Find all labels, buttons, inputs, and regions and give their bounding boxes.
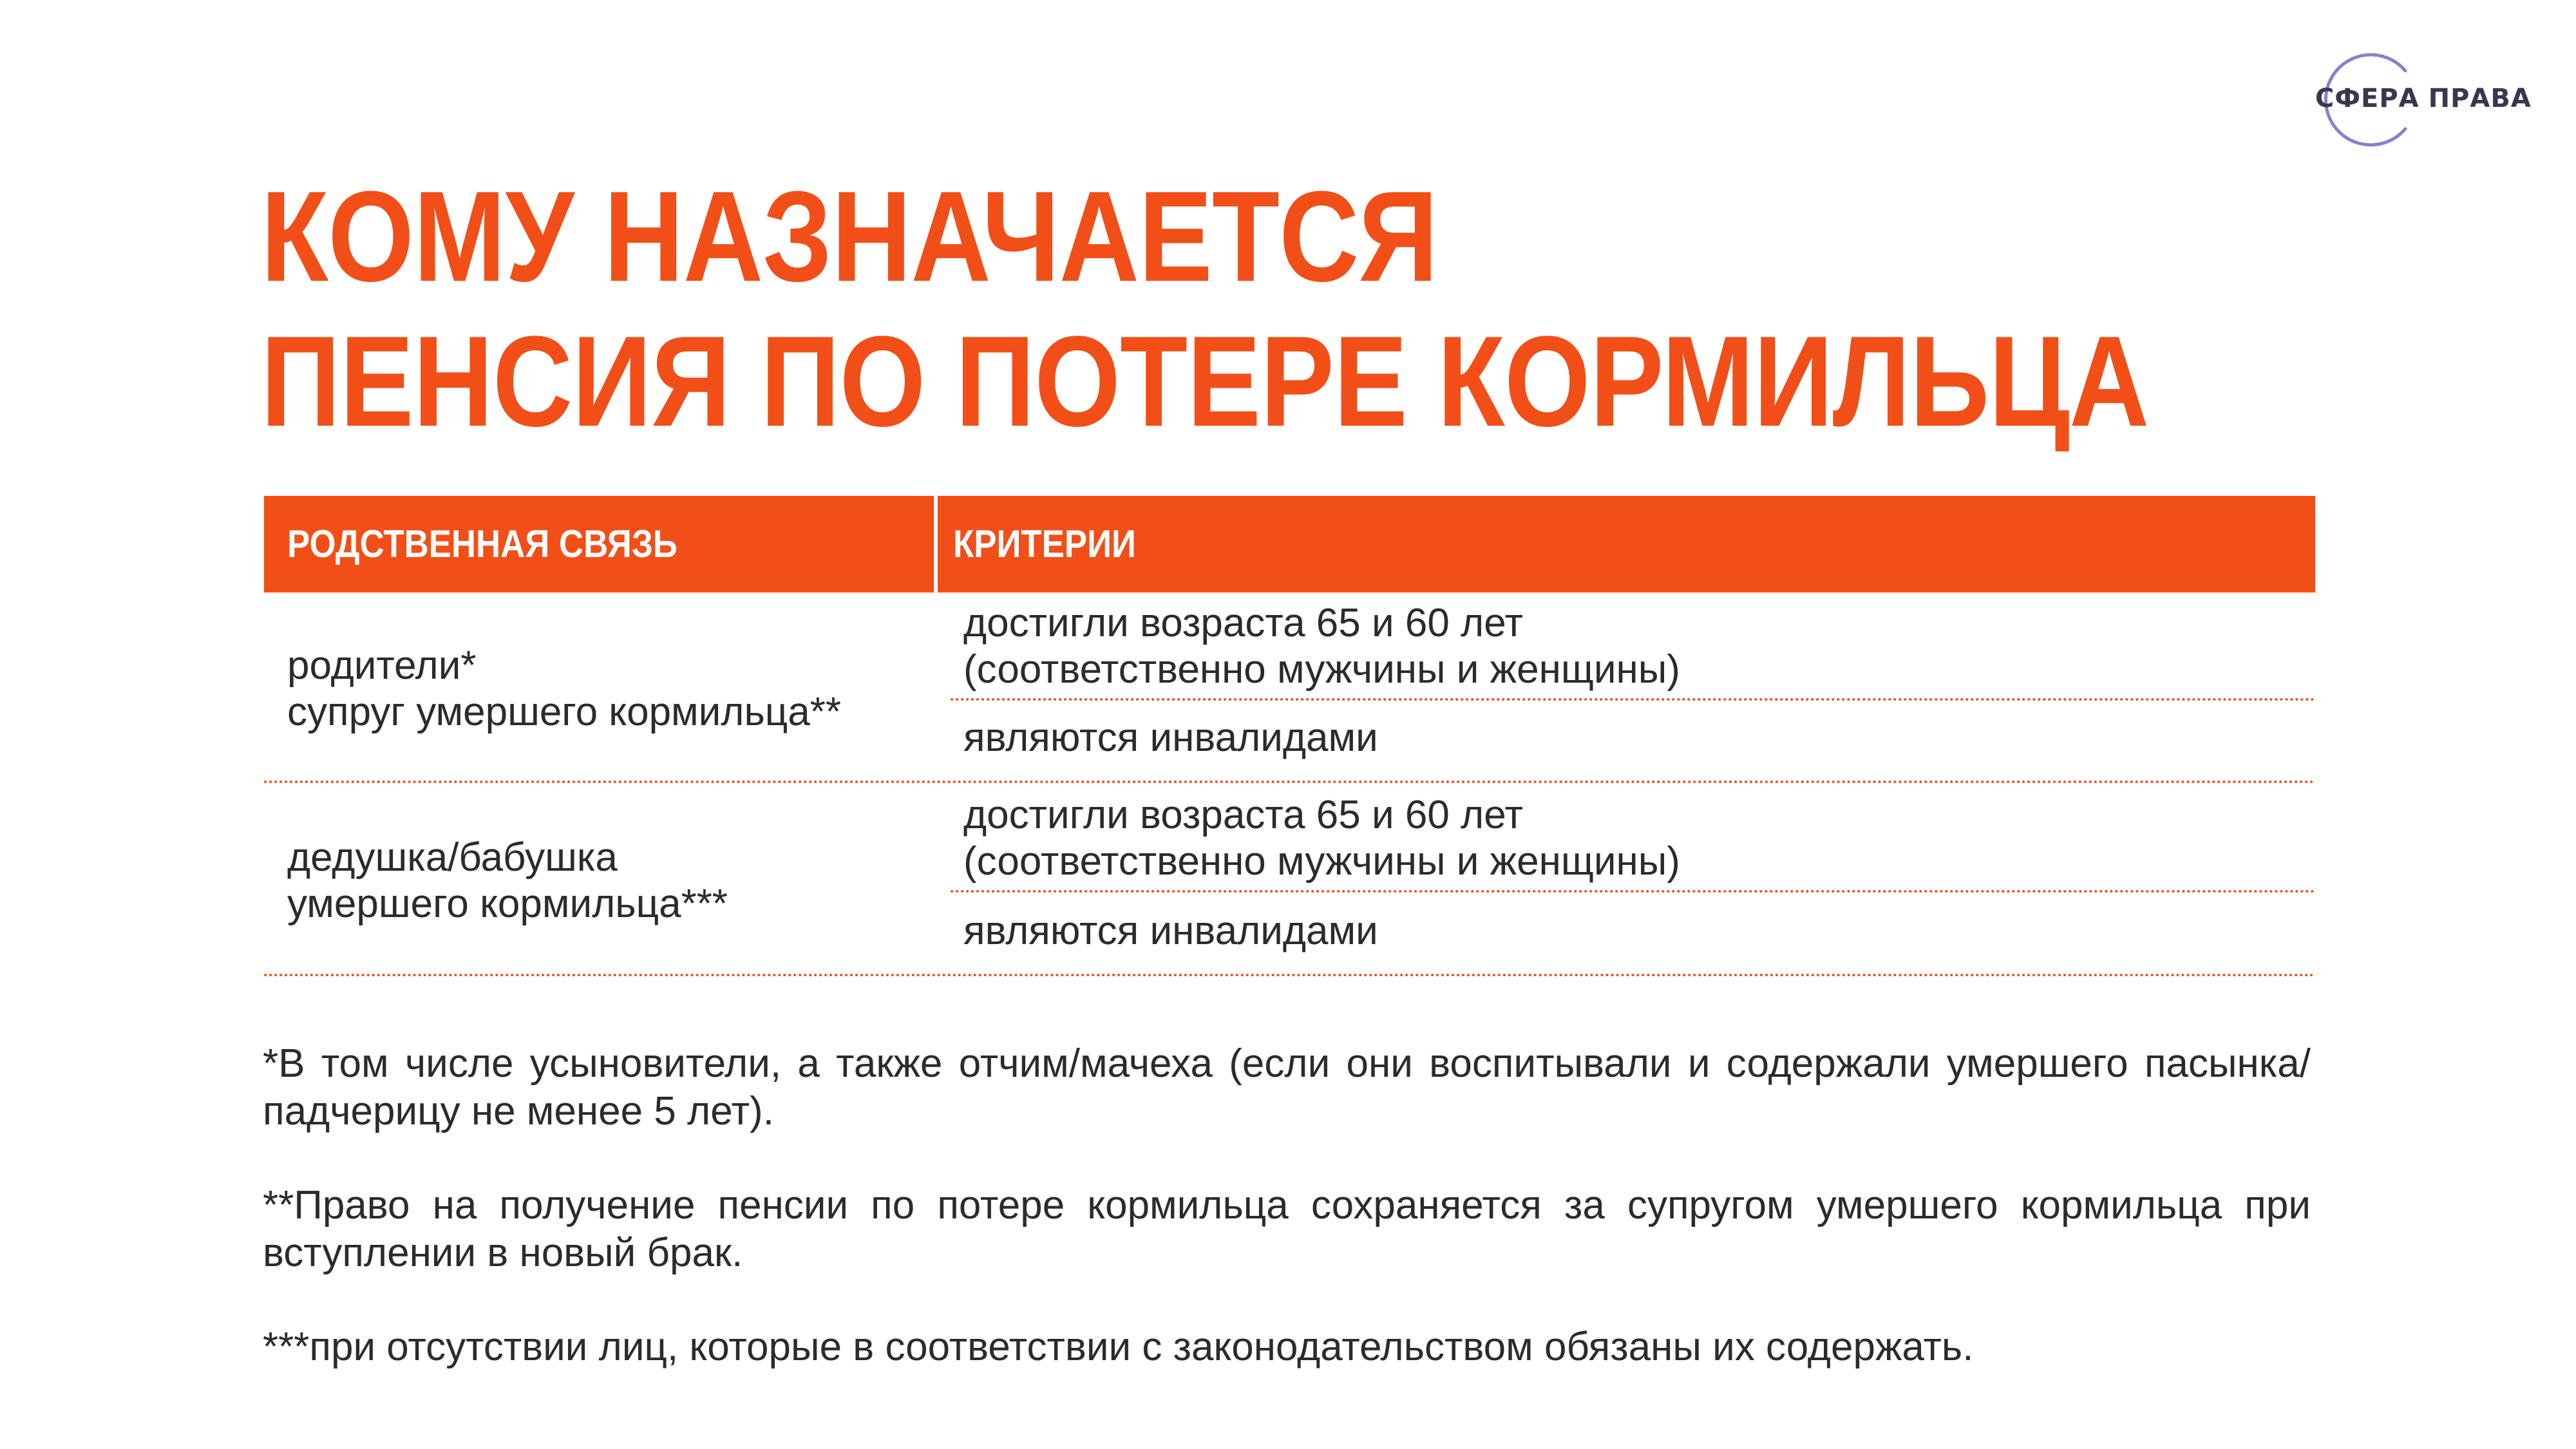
page-title-line-1: КОМУ НАЗНАЧАЕТСЯ bbox=[261, 165, 1438, 308]
criteria-line: являются инвалидами bbox=[963, 909, 1378, 953]
footnote-1: *В том числе усыновители, а также отчим/мачеха (если они воспитывали и содержали умершего пасынка/падчерицу не менее 5 лет). bbox=[263, 1041, 2311, 1133]
relation-line: родители* bbox=[287, 643, 477, 688]
criteria-cell bbox=[951, 792, 2315, 893]
table-row-group bbox=[264, 592, 2315, 783]
relation-cell bbox=[287, 835, 918, 927]
page-title-line-2: ПЕНСИЯ ПО ПОТЕРЕ КОРМИЛЬЦА bbox=[261, 310, 2149, 453]
criteria-line: достигли возраста 65 и 60 лет bbox=[963, 793, 1524, 837]
criteria-line: достигли возраста 65 и 60 лет bbox=[963, 601, 1524, 645]
footnote-3: ***при отсутствии лиц, которые в соответствии с законодательством обязаны их содержать. bbox=[263, 1325, 1974, 1369]
logo-wordmark bbox=[2315, 84, 2532, 113]
page-title bbox=[261, 164, 2149, 454]
criteria-line: (соответственно мужчины и женщины) bbox=[963, 647, 1680, 692]
logo-word-1: СФЕРА bbox=[2315, 84, 2420, 113]
header-relation: РОДСТВЕННАЯ СВЯЗЬ bbox=[287, 522, 677, 565]
criteria-cell bbox=[951, 896, 2315, 967]
footnote-2: **Право на получение пенсии по потере кормильца сохраняется за супругом умершего кормильца при вступлении в новый брак. bbox=[263, 1183, 2311, 1275]
table-row-group bbox=[264, 783, 2315, 976]
eligibility-table bbox=[264, 496, 2315, 976]
footnotes bbox=[263, 1040, 2311, 1371]
criteria-line: являются инвалидами bbox=[963, 715, 1378, 760]
relation-line: дедушка/бабушка bbox=[287, 835, 618, 880]
brand-logo bbox=[2309, 52, 2541, 148]
criteria-line: (соответственно мужчины и женщины) bbox=[963, 839, 1680, 884]
criteria-cell bbox=[951, 703, 2315, 774]
header-criteria: КРИТЕРИИ bbox=[953, 522, 1136, 565]
relation-line: умершего кормильца*** bbox=[287, 882, 728, 926]
logo-word-2: ПРАВА bbox=[2428, 84, 2532, 113]
relation-line: супруг умершего кормильца** bbox=[287, 690, 842, 734]
criteria-cell bbox=[951, 600, 2315, 701]
table-header bbox=[264, 496, 2315, 592]
relation-cell bbox=[287, 643, 918, 735]
header-divider bbox=[934, 496, 938, 592]
